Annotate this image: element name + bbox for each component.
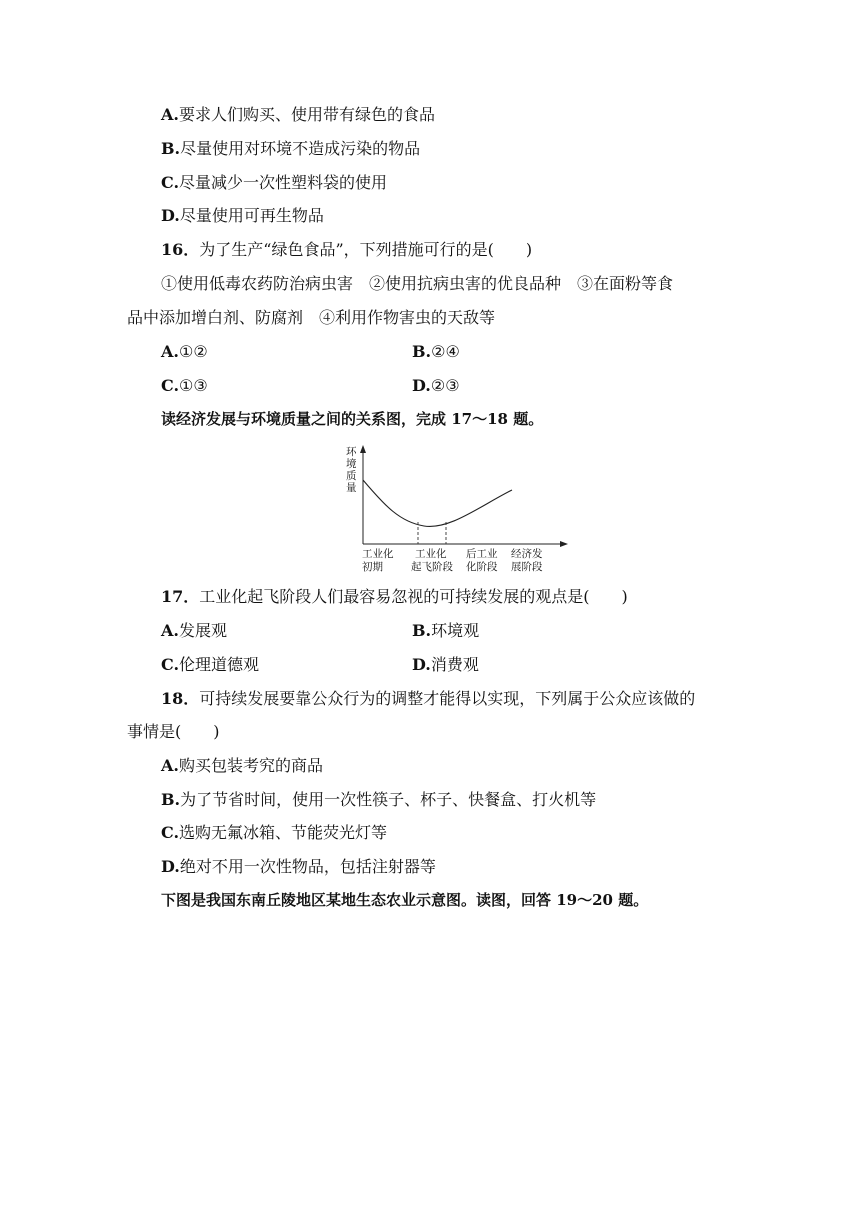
xcat-3-line-1: 后工业 [466,548,498,560]
q16-option-a: A.①② [161,342,208,361]
x-axis-arrow [560,541,568,547]
intro-17-18: 读经济发展与环境质量之间的关系图，完成 17～18 题。 [161,410,544,428]
ylabel-char-1: 环 [346,446,357,458]
q16-items-line-2: 品中添加增白剂、防腐剂 ④利用作物害虫的天敌等 [127,308,496,327]
xcat-1-line-2: 初期 [362,561,383,573]
q18-stem-line-2: 事情是( ) [127,722,220,741]
q17-option-d: D.消费观 [412,655,479,674]
ylabel-char-2: 境 [346,458,357,470]
q16-stem: 16．为了生产“绿色食品”，下列措施可行的是( ) [161,240,533,259]
xcat-4-line-2: 展阶段 [511,561,543,573]
q18-option-d: D.绝对不用一次性物品，包括注射器等 [161,857,436,876]
y-axis-arrow [360,445,366,453]
xcat-3-line-2: 化阶段 [466,561,498,573]
q16-option-d: D.②③ [412,376,460,395]
xcat-4-line-1: 经济发 [511,548,543,560]
q16-items-line-1: ①使用低毒农药防治病虫害 ②使用抗病虫害的优良品种 ③在面粉等食 [161,274,674,293]
xcat-1-line-1: 工业化 [362,548,394,560]
q15-option-c: C.尽量减少一次性塑料袋的使用 [161,173,388,192]
q16-option-b: B.②④ [412,342,460,361]
q16-option-c: C.①③ [161,376,208,395]
xcat-2-line-1: 工业化 [415,548,447,560]
q15-option-a: A.要求人们购买、使用带有绿色的食品 [161,105,435,124]
q17-option-a: A.发展观 [161,621,227,640]
environment-quality-curve [363,480,512,526]
q18-option-c: C.选购无氟冰箱、节能荧光灯等 [161,823,388,842]
ylabel-char-4: 量 [346,482,357,494]
q18-stem-line-1: 18．可持续发展要靠公众行为的调整才能得以实现，下列属于公众应该做的 [161,689,696,708]
intro-19-20: 下图是我国东南丘陵地区某地生态农业示意图。读图，回答 19～20 题。 [161,891,649,909]
q17-stem: 17．工业化起飞阶段人们最容易忽视的可持续发展的观点是( ) [161,587,628,606]
ylabel-char-3: 质 [346,470,357,482]
economy-environment-figure [340,444,570,578]
q18-option-a: A.购买包装考究的商品 [161,756,323,775]
q17-option-c: C.伦理道德观 [161,655,260,674]
q17-option-b: B.环境观 [412,621,480,640]
q15-option-b: B.尽量使用对环境不造成污染的物品 [161,139,421,158]
q15-option-d: D.尽量使用可再生物品 [161,206,324,225]
xcat-2-line-2: 起飞阶段 [411,561,453,573]
q18-option-b: B.为了节省时间，使用一次性筷子、杯子、快餐盒、打火机等 [161,790,597,809]
